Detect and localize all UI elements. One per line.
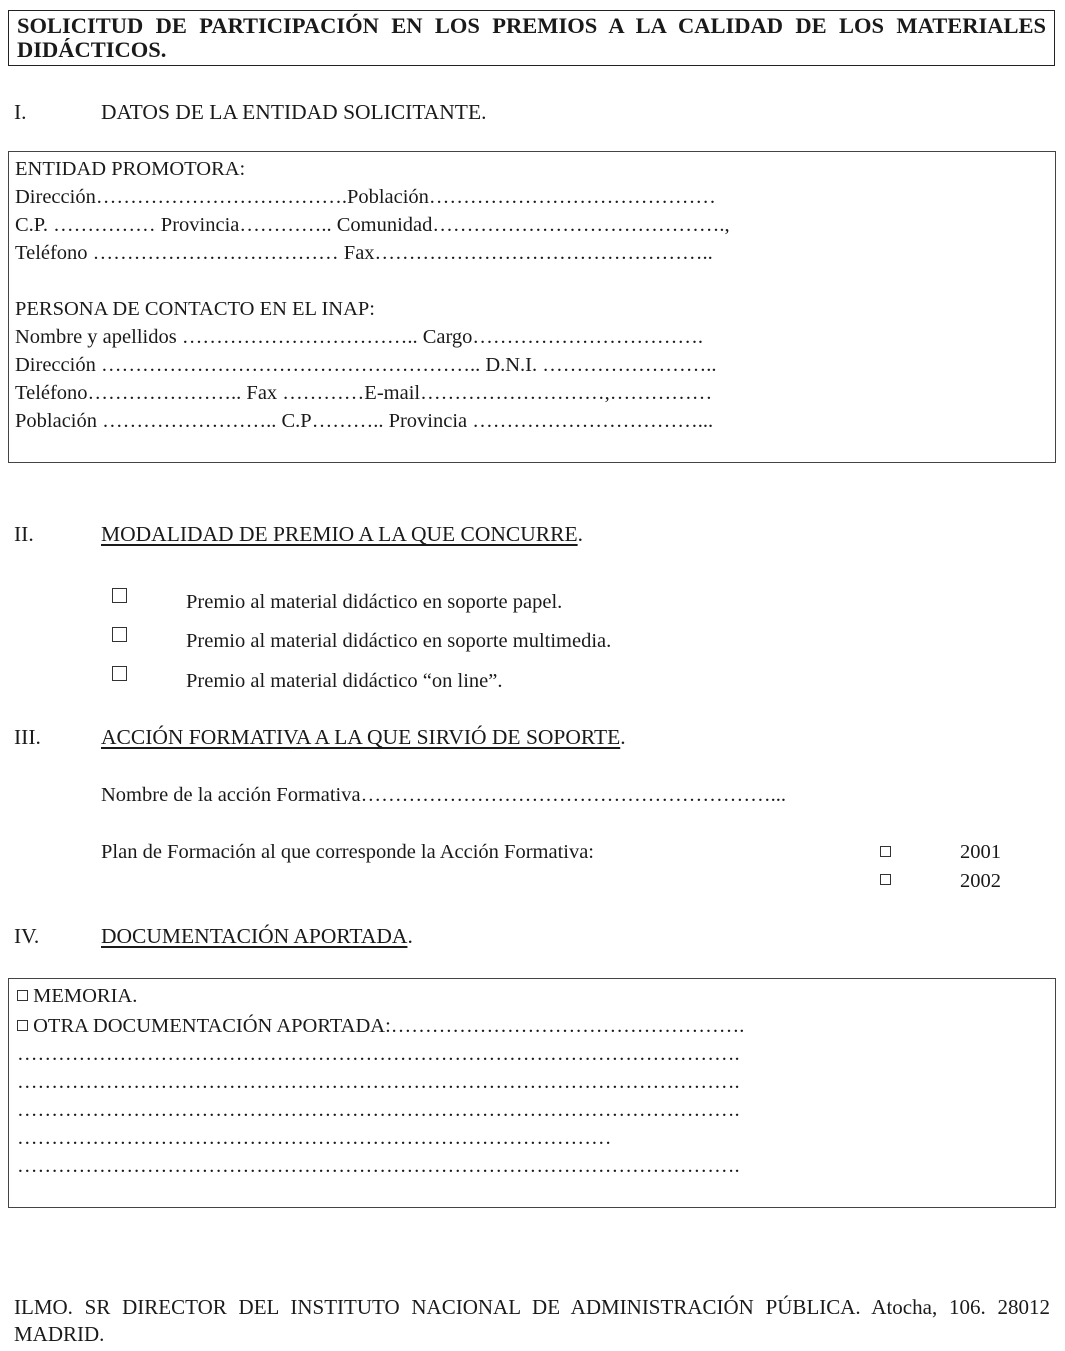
documentation-box (8, 978, 1056, 1208)
address-line[interactable]: Dirección……………………………….Población…………………………………… (15, 186, 716, 208)
entity-data-box (8, 151, 1056, 463)
section-3-title-suffix: . (620, 725, 626, 749)
dotted-line[interactable]: ……………………………………………………………………………………………. (17, 1155, 740, 1177)
memoria-row (17, 982, 137, 1010)
phone-fax-line[interactable]: Teléfono ……………………………… Fax………………………………………….. (15, 242, 713, 264)
dotted-line[interactable]: ……………………………………………………………………………………………. (17, 1071, 740, 1093)
section-2-title-text: MODALIDAD DE PREMIO A LA QUE CONCURRE (101, 522, 578, 546)
section-1-title: DATOS DE LA ENTIDAD SOLICITANTE. (101, 100, 487, 124)
dotted-line[interactable]: ……………………………………………………………………………………………. (17, 1099, 740, 1121)
award-multimedia-label: Premio al material didáctico en soporte multimedia. (186, 630, 612, 652)
year-2001-checkbox[interactable] (880, 845, 891, 863)
other-docs-label[interactable]: OTRA DOCUMENTACIÓN APORTADA:……………………………………………. (33, 1015, 745, 1037)
checkbox-icon (112, 666, 127, 681)
contact-address-line[interactable]: Dirección ……………………………………………….. D.N.I. …………………….. (15, 354, 717, 376)
section-2-title-suffix: . (577, 522, 583, 546)
section-4-number: IV. (14, 924, 40, 948)
section-3-number: III. (14, 725, 41, 749)
dotted-line[interactable]: ……………………………………………………………………………………………. (17, 1043, 740, 1065)
section-4-title-text: DOCUMENTACIÓN APORTADA (101, 924, 408, 948)
award-online-label: Premio al material didáctico “on line”. (186, 670, 503, 692)
checkbox-icon (112, 627, 127, 642)
year-2001-label: 2001 (960, 841, 1001, 863)
section-4-title (101, 923, 413, 949)
contact-name-line[interactable]: Nombre y apellidos …………………………….. Cargo……………………………. (15, 326, 704, 348)
checkbox-icon (880, 846, 891, 857)
section-2-number: II. (14, 522, 34, 546)
contact-phone-line[interactable]: Teléfono………………….. Fax …………E-mail………………………,…………… (15, 382, 713, 404)
action-name-line[interactable]: Nombre de la acción Formativa……………………………………………………... (101, 784, 786, 806)
memoria-checkbox[interactable] (17, 990, 28, 1001)
contact-town-line[interactable]: Población …………………….. C.P……….. Provincia ……………………………... (15, 410, 714, 432)
checkbox-icon (112, 588, 127, 603)
year-2002-checkbox[interactable] (880, 873, 891, 891)
award-paper-checkbox[interactable] (112, 588, 127, 608)
postal-code-line[interactable]: C.P. …………… Provincia………….. Comunidad……………………………………., (15, 214, 730, 236)
contact-person-label: PERSONA DE CONTACTO EN EL INAP: (15, 298, 375, 320)
addressee-footer: ILMO. SR DIRECTOR DEL INSTITUTO NACIONAL DE ADMINISTRACIÓN PÚBLICA. Atocha, 106. 28012 MADRID. (14, 1295, 1050, 1346)
section-3-title-text: ACCIÓN FORMATIVA A LA QUE SIRVIÓ DE SOPORTE (101, 725, 621, 749)
other-docs-row (17, 1012, 744, 1040)
section-3-title (101, 724, 626, 750)
section-1-number: I. (14, 100, 27, 124)
other-docs-checkbox[interactable] (17, 1020, 28, 1031)
entity-promoter-label: ENTIDAD PROMOTORA: (15, 158, 246, 180)
section-4-title-suffix: . (407, 924, 413, 948)
form-title: SOLICITUD DE PARTICIPACIÓN EN LOS PREMIOS A LA CALIDAD DE LOS MATERIALES DIDÁCTICOS. (8, 10, 1055, 66)
plan-label: Plan de Formación al que corresponde la Acción Formativa: (101, 841, 595, 863)
checkbox-icon (880, 874, 891, 885)
award-multimedia-checkbox[interactable] (112, 627, 127, 647)
year-2002-label: 2002 (960, 870, 1001, 892)
award-online-checkbox[interactable] (112, 666, 127, 686)
award-paper-label: Premio al material didáctico en soporte papel. (186, 591, 563, 613)
section-2-title (101, 521, 583, 547)
memoria-label: MEMORIA. (33, 985, 138, 1007)
dotted-line[interactable]: …………………………………………………………………………… (17, 1127, 612, 1149)
